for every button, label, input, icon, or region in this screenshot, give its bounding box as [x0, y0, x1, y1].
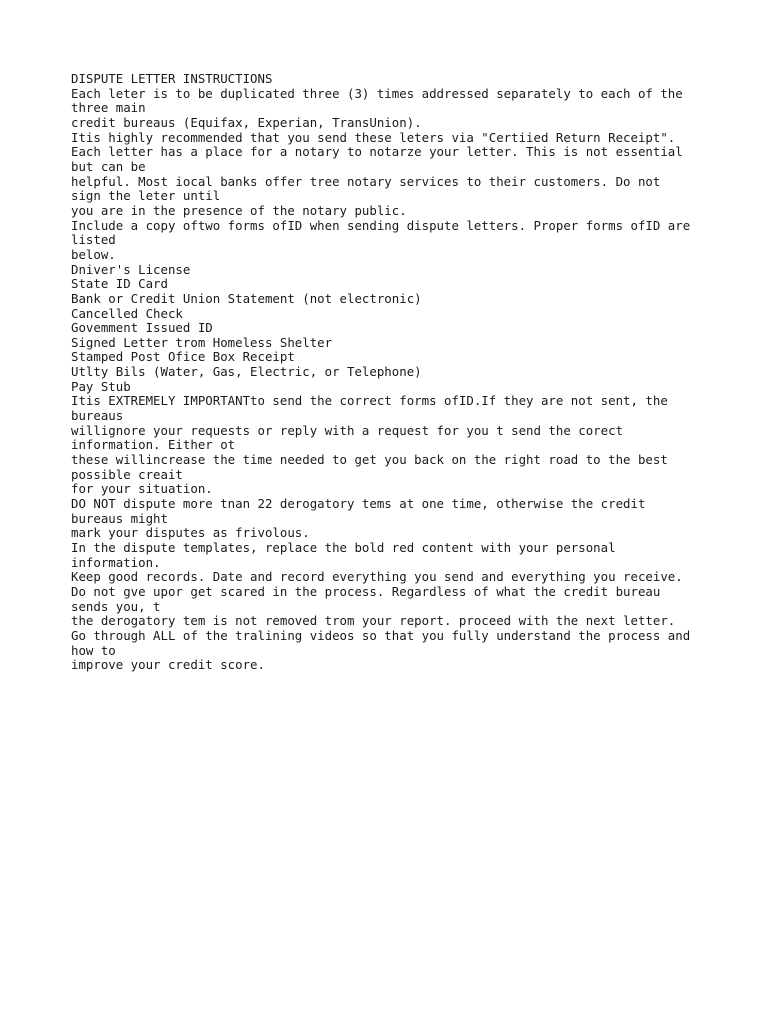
- text-line: how to: [71, 642, 116, 658]
- text-line: Itis highly recommended that you send these leters via "Certiied Return Receipt".: [71, 129, 676, 145]
- text-line: Keep good records. Date and record everything you send and everything you receive.: [71, 569, 683, 585]
- text-line: below.: [71, 246, 116, 262]
- text-line: information.: [71, 554, 161, 570]
- text-line: sign the leter until: [71, 188, 221, 204]
- id-list-item: Stamped Post Ofice Box Receipt: [71, 349, 295, 365]
- text-line: you are in the presence of the notary public.: [71, 202, 407, 218]
- id-list-item: Signed Letter trom Homeless Shelter: [71, 334, 333, 350]
- text-line: three main: [71, 100, 146, 116]
- text-line: In the dispute templates, replace the bold red content with your personal: [71, 540, 616, 555]
- id-list-item: Bank or Credit Union Statement (not electronic): [71, 290, 422, 306]
- text-line: improve your credit score.: [71, 657, 265, 673]
- text-line: mark your disputes as frivolous.: [71, 525, 310, 541]
- text-line: bureaus might: [71, 510, 168, 526]
- text-line: possible creait: [71, 466, 183, 482]
- text-line: but can be: [71, 158, 146, 174]
- text-line: for your situation.: [71, 481, 213, 497]
- text-line: information. Either ot: [71, 437, 236, 453]
- text-line: Itis EXTREMELY IMPORTANTto send the correct forms ofID.If they are not sent, the: [71, 393, 668, 409]
- id-list-item: Cancelled Check: [71, 305, 183, 321]
- text-line: these willincrease the time needed to get you back on the right road to the best: [71, 452, 668, 468]
- document-title: DISPUTE LETTER INSTRUCTIONS: [71, 71, 273, 86]
- id-list-item: Pay Stub: [71, 378, 131, 394]
- text-line: Each leter is to be duplicated three (3) times addressed separately to each of the: [71, 85, 683, 101]
- text-line: Do not gve upor get scared in the process. Regardless of what the credit bureau: [71, 583, 661, 599]
- text-line: Each letter has a place for a notary to notarze your letter. This is not essential: [71, 144, 683, 160]
- text-line: willignore your requests or reply with a request for you t send the corect: [71, 422, 624, 438]
- text-line: listed: [71, 232, 116, 248]
- text-line: Include a copy oftwo forms ofID when sending dispute letters. Proper forms ofID are: [71, 217, 691, 233]
- text-line: Go through ALL of the tralining videos so that you fully understand the process and: [71, 627, 691, 643]
- id-list-item: Utlty Bils (Water, Gas, Electric, or Telephone): [71, 364, 422, 380]
- id-list-item: Govemment Issued ID: [71, 320, 213, 336]
- text-line: sends you, t: [71, 598, 161, 614]
- document-text-block: [71, 72, 751, 673]
- id-list-item: Dniver's License: [71, 261, 191, 277]
- text-line: DO NOT dispute more tnan 22 derogatory tems at one time, otherwise the credit: [71, 496, 646, 512]
- text-line: bureaus: [71, 408, 124, 424]
- text-line: credit bureaus (Equifax, Experian, TransUnion).: [71, 114, 422, 130]
- text-line: the derogatory tem is not removed trom your report. proceed with the next letter.: [71, 613, 676, 629]
- id-list-item: State ID Card: [71, 276, 168, 292]
- text-line: helpful. Most iocal banks offer tree notary services to their customers. Do not: [71, 173, 661, 189]
